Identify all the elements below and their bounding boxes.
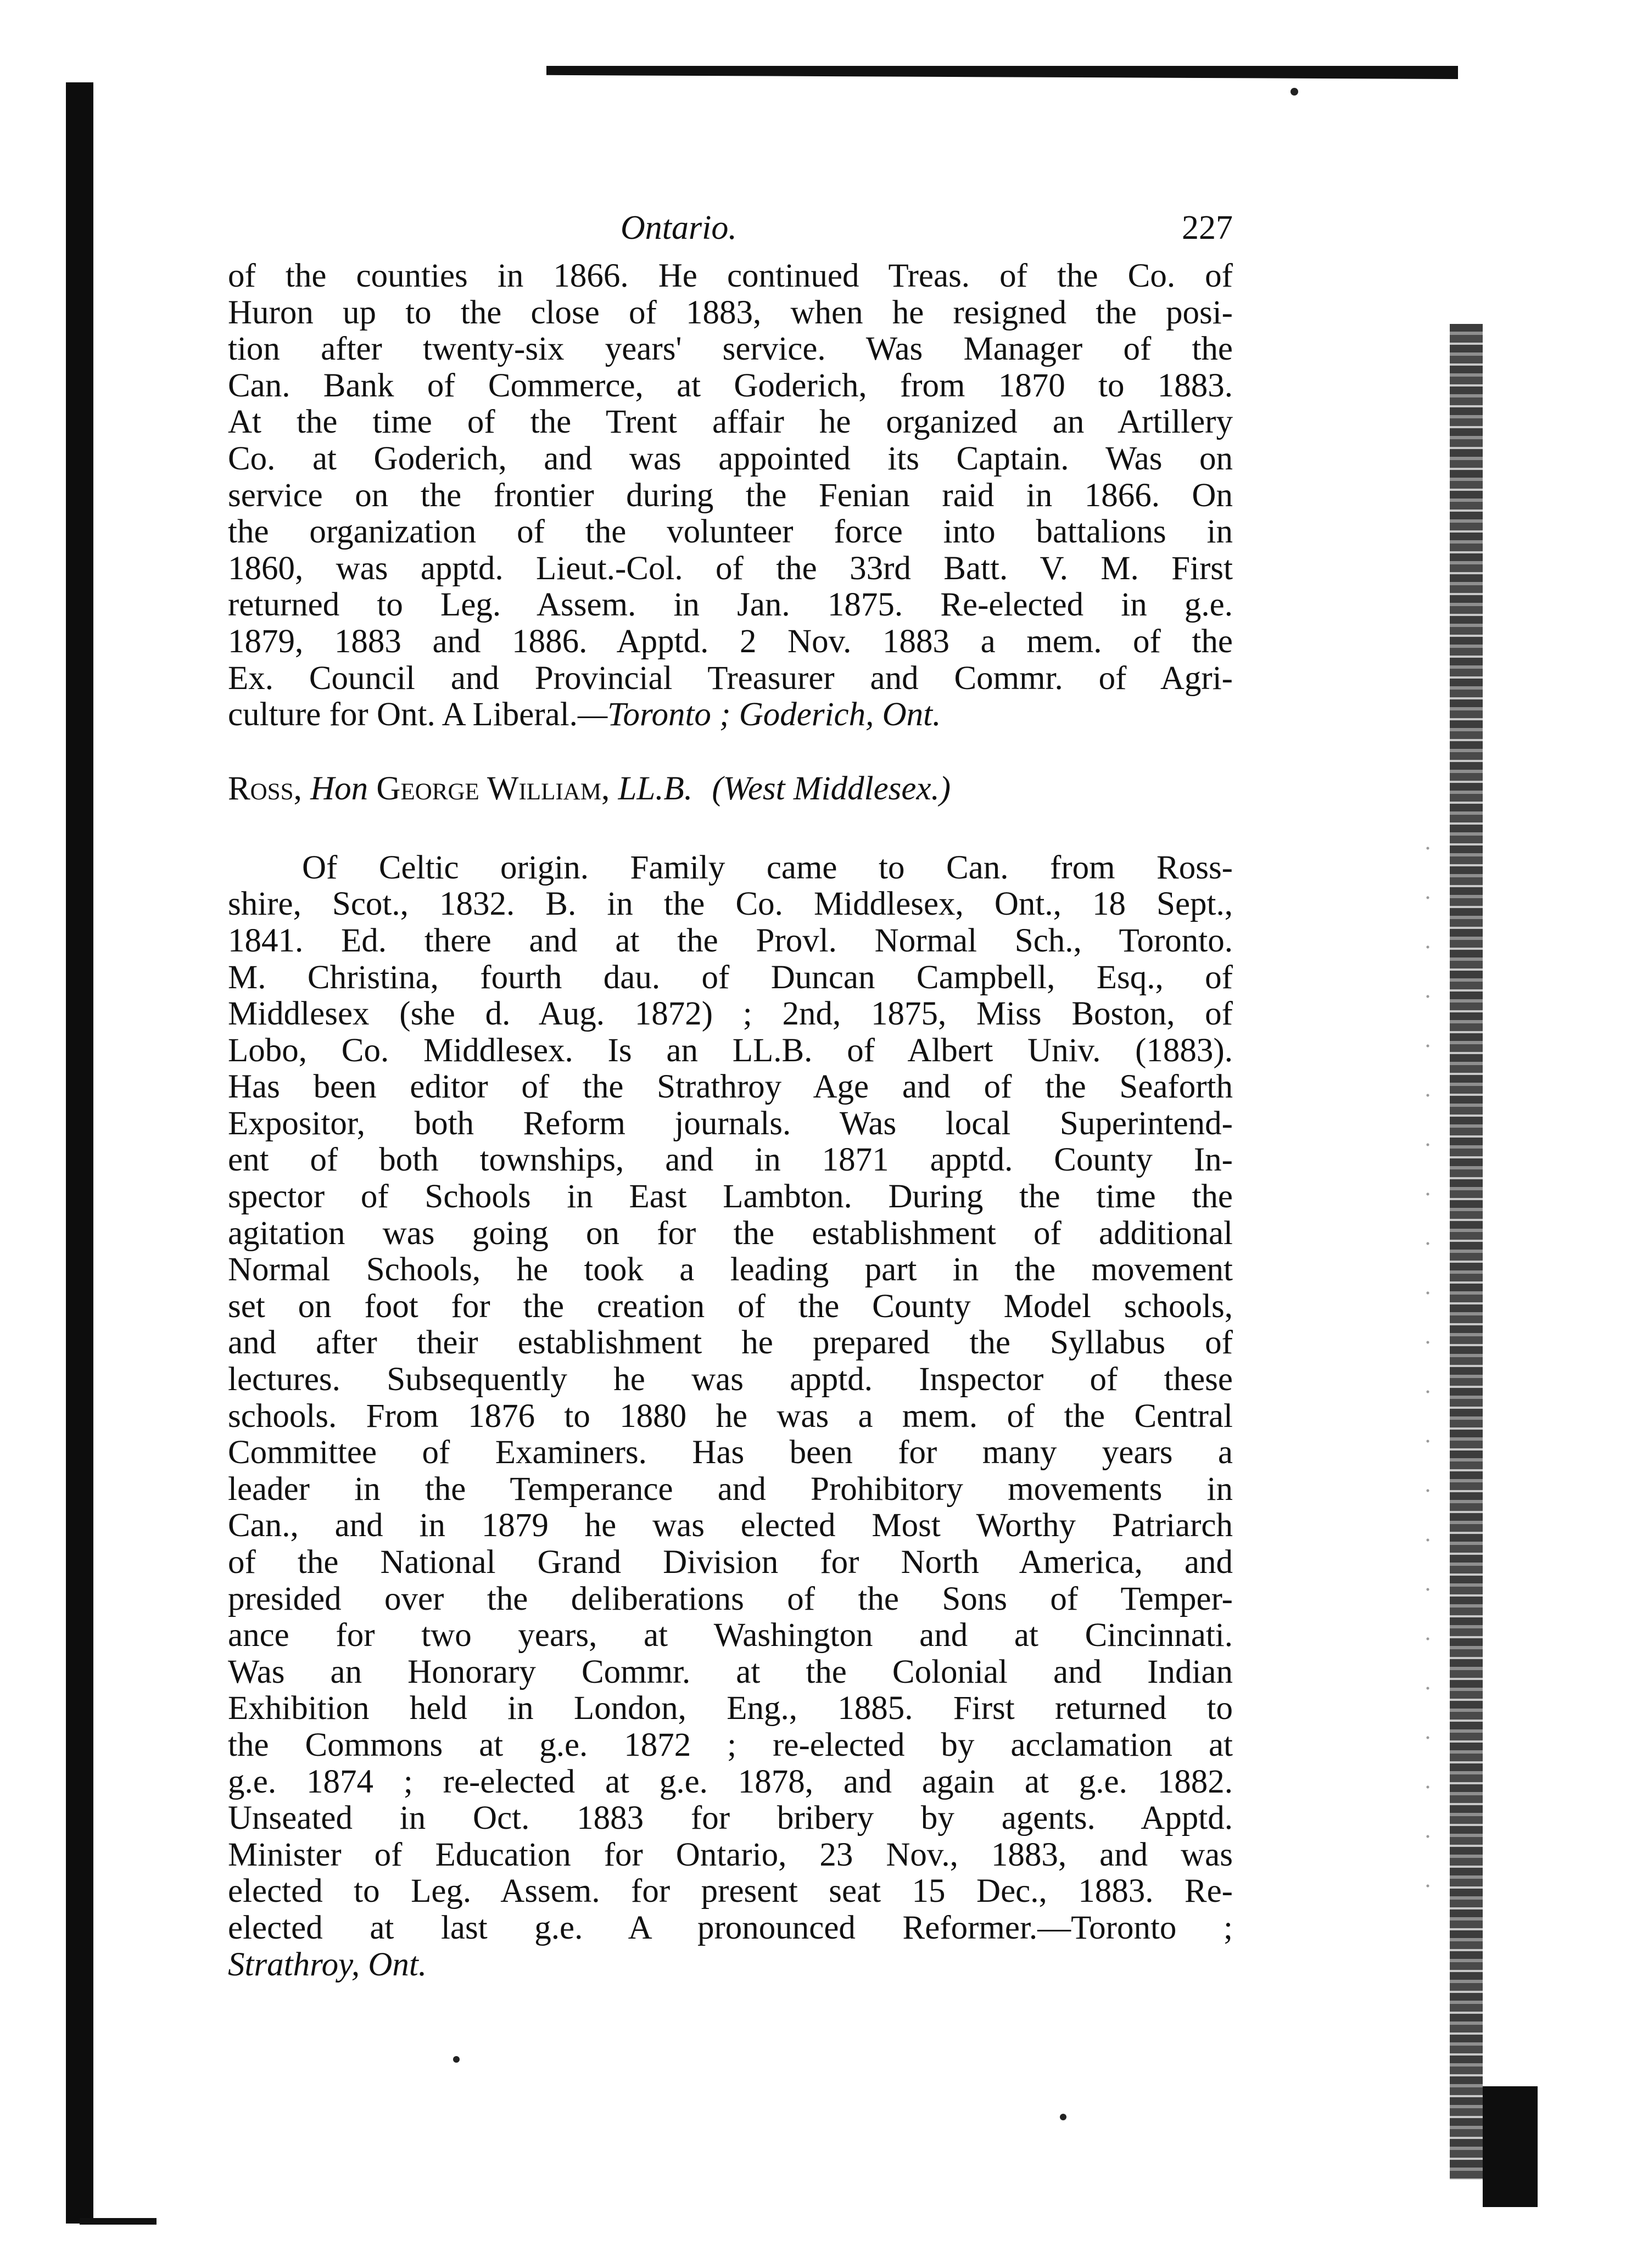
scan-speck <box>453 2056 460 2063</box>
text-line: set on foot for the creation of the County Model schools, <box>228 1287 1233 1325</box>
left-binding-foot <box>80 2218 157 2225</box>
text-line: Lobo, Co. Middlesex. Is an LL.B. of Albert Univ. (1883). <box>228 1032 1233 1069</box>
text-line: 1879, 1883 and 1886. Apptd. 2 Nov. 1883 a mem. of the <box>228 623 1233 660</box>
text-line: returned to Leg. Assem. in Jan. 1875. Re-elected in g.e. <box>228 586 1233 624</box>
scan-speck <box>1291 88 1298 96</box>
text-line: leader in the Temperance and Prohibitory movements in <box>228 1470 1233 1508</box>
text-line: 1841. Ed. there and at the Provl. Normal Sch., Toronto. <box>228 922 1233 959</box>
text-line: 1860, was apptd. Lieut.-Col. of the 33rd Batt. V. M. First <box>228 550 1233 587</box>
entry-degree: LL.B. <box>618 770 693 807</box>
text-line: schools. From 1876 to 1880 he was a mem. of the Central <box>228 1397 1233 1435</box>
text-line: Committee of Examiners. Has been for many years a <box>228 1434 1233 1471</box>
text-line: Middlesex (she d. Aug. 1872) ; 2nd, 1875, Miss Boston, of <box>228 995 1233 1033</box>
text-line: Co. at Goderich, and was appointed its Captain. Was on <box>228 440 1233 477</box>
text-line: the organization of the volunteer force into battalions in <box>228 513 1233 551</box>
book-page <box>228 209 1233 1983</box>
running-head-title: Ontario. <box>621 209 737 247</box>
text-line: agitation was going on for the establishment of additional <box>228 1214 1233 1252</box>
text-line: presided over the deliberations of the Sons of Temper- <box>228 1580 1233 1617</box>
text-line: lectures. Subsequently he was apptd. Inspector of these <box>228 1361 1233 1398</box>
text-line-segment: culture for Ont. A Liberal. <box>228 696 578 733</box>
text-line: Can., and in 1879 he was elected Most Worthy Patriarch <box>228 1507 1233 1544</box>
text-line: Unseated in Oct. 1883 for bribery by agents. Apptd. <box>228 1800 1233 1837</box>
residence-places: —Toronto ; Goderich, Ont. <box>577 696 941 733</box>
text-line: spector of Schools in East Lambton. During the time the <box>228 1178 1233 1216</box>
text-line: Normal Schools, he took a leading part in the movement <box>228 1251 1233 1289</box>
residence-places: Strathroy, Ont. <box>228 1946 427 1983</box>
text-line: Ex. Council and Provincial Treasurer and Commr. of Agri- <box>228 659 1233 697</box>
text-line: service on the frontier during the Fenian raid in 1866. On <box>228 477 1233 514</box>
entry-surname: Ross, <box>228 770 302 807</box>
right-page-edge <box>1450 324 1483 2180</box>
text-line: ent of both townships, and in 1871 apptd. County In- <box>228 1141 1233 1179</box>
text-line: Expositor, both Reform journals. Was local Superintend- <box>228 1105 1233 1142</box>
text-line: g.e. 1874 ; re-elected at g.e. 1878, and again at g.e. 1882. <box>228 1763 1233 1800</box>
text-line: Has been editor of the Strathroy Age and of the Seaforth <box>228 1068 1233 1106</box>
entry-biography-paragraph <box>228 850 1233 1983</box>
right-edge-specks <box>1417 824 1444 1922</box>
text-line: At the time of the Trent affair he organized an Artillery <box>228 404 1233 441</box>
scan-speck <box>1060 2114 1066 2120</box>
entry-honorific: Hon <box>310 770 368 807</box>
text-line: Of Celtic origin. Family came to Can. from Ross- <box>302 849 1233 886</box>
left-binding-shadow <box>66 82 93 2224</box>
text-line: Was an Honorary Commr. at the Colonial and Indian <box>228 1653 1233 1690</box>
text-line: Can. Bank of Commerce, at Goderich, from 1870 to 1883. <box>228 367 1233 404</box>
text-line: shire, Scot., 1832. B. in the Co. Middlesex, Ont., 18 Sept., <box>228 886 1233 923</box>
text-line: elected to Leg. Assem. for present seat 15 Dec., 1883. Re- <box>228 1873 1233 1910</box>
entry-heading <box>228 771 1233 807</box>
text-line: Minister of Education for Ontario, 23 Nov., 1883, and was <box>228 1836 1233 1873</box>
page-number: 227 <box>1182 209 1233 247</box>
text-line: M. Christina, fourth dau. of Duncan Campbell, Esq., of <box>228 959 1233 996</box>
text-line: Huron up to the close of 1883, when he resigned the posi- <box>228 294 1233 331</box>
text-line <box>228 697 1233 733</box>
text-line: ance for two years, at Washington and at Cincinnati. <box>228 1617 1233 1654</box>
text-line: and after their establishment he prepared the Syllabus of <box>228 1324 1233 1362</box>
right-page-edge-block <box>1483 2086 1538 2207</box>
text-line: Exhibition held in London, Eng., 1885. First returned to <box>228 1690 1233 1727</box>
entry-constituency: (West Middlesex.) <box>712 770 951 807</box>
top-scan-rule <box>546 66 1458 79</box>
text-line: of the National Grand Division for North America, and <box>228 1544 1233 1581</box>
text-line: tion after twenty-six years' service. Was Manager of the <box>228 331 1233 368</box>
entry-given-names: George William, <box>376 770 610 807</box>
text-line: the Commons at g.e. 1872 ; re-elected by acclamation at <box>228 1726 1233 1763</box>
running-head <box>228 209 1233 258</box>
text-line: of the counties in 1866. He continued Treas. of the Co. of <box>228 257 1233 294</box>
text-line: elected at last g.e. A pronounced Reformer.—Toronto ; <box>228 1909 1233 1946</box>
entry-continuation-paragraph <box>228 258 1233 733</box>
